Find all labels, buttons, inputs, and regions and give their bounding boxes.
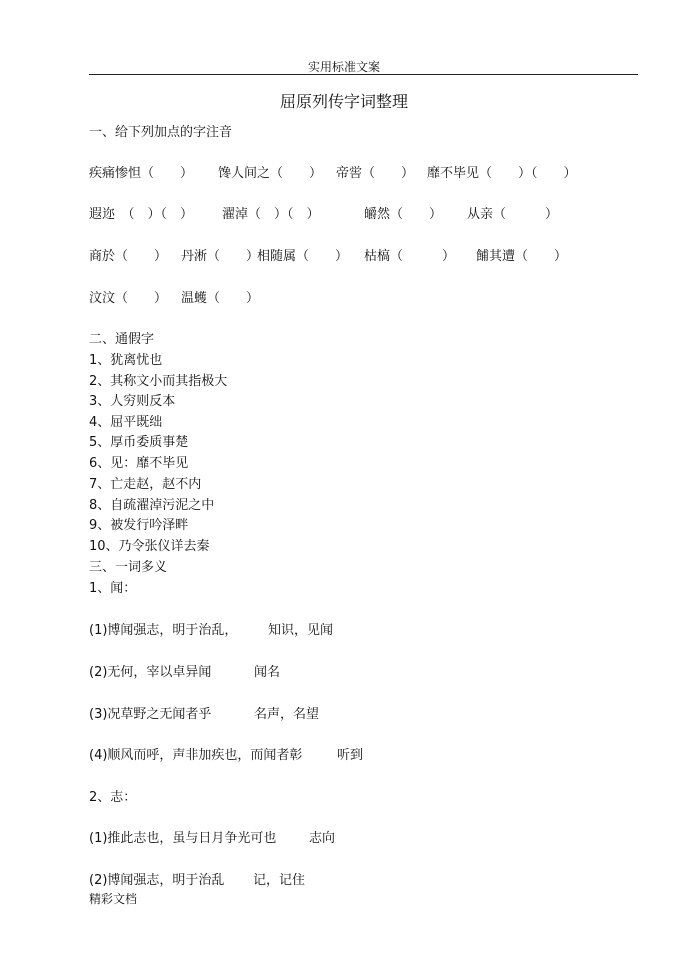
list-item: 5、厚币委质事楚 <box>89 435 189 450</box>
example-sentence: (1)博闻强志，明于治乱， <box>89 623 238 638</box>
pinyin-item: 疾痛惨怛（ ） <box>89 166 194 181</box>
list-item: 1、犹离忧也 <box>89 353 163 368</box>
meaning: 知识，见闻 <box>268 623 334 638</box>
example-sentence: (3)况草野之无闻者乎 <box>89 707 212 722</box>
example-sentence: (2)博闻强志，明于治乱 <box>89 873 225 888</box>
definition-entry <box>89 661 281 680</box>
pinyin-item: 餔其遭（ ） <box>476 249 568 264</box>
pinyin-item: 皭然（ ） <box>364 207 443 222</box>
word-heading: 2、志： <box>89 790 137 805</box>
pinyin-item: 从亲（ ） <box>467 207 559 222</box>
section1-heading: 一、给下列加点的字注音 <box>89 125 233 140</box>
pinyin-item: 枯槁（ ） <box>364 249 456 264</box>
pinyin-item: 遐迩 （ ）（ ） <box>89 207 194 222</box>
definition-entry <box>89 869 306 888</box>
pinyin-item: 汶汶（ ） <box>89 291 168 306</box>
list-item: 3、人穷则反本 <box>89 394 176 409</box>
meaning: 志向 <box>309 831 336 846</box>
pinyin-item: 商於（ ） <box>89 249 168 264</box>
pinyin-item: 靡不毕见（ ）（ ） <box>427 166 577 181</box>
meaning: 记，记住 <box>253 873 306 888</box>
list-item: 6、见：靡不毕见 <box>89 456 189 471</box>
example-sentence: (4)顺风而呼，声非加疾也，而闻者彰 <box>89 748 303 763</box>
definition-entry <box>89 827 336 846</box>
document-title: 屈原列传字词整理 <box>279 92 408 111</box>
pinyin-item: 丹淅（ ） <box>181 249 260 264</box>
pinyin-item: 相随属（ ） <box>257 249 349 264</box>
pinyin-item: 濯淖（ ）（ ） <box>222 207 320 222</box>
example-sentence: (1)推此志也，虽与日月争光可也 <box>89 831 277 846</box>
list-item: 9、被发行吟泽畔 <box>89 518 189 533</box>
page-header: 实用标准文案 <box>307 60 380 74</box>
pinyin-item: 馋人间之（ ） <box>218 166 323 181</box>
definition-entry <box>89 744 364 763</box>
definition-entry <box>89 703 320 722</box>
meaning: 听到 <box>337 748 364 763</box>
definition-entry <box>89 619 334 638</box>
example-sentence: (2)无何，宰以卓异闻 <box>89 665 212 680</box>
list-item: 10、乃令张仪详去秦 <box>89 539 210 554</box>
list-item: 8、自疏濯淖污泥之中 <box>89 498 215 513</box>
page-footer: 精彩文档 <box>89 892 138 906</box>
list-item: 4、屈平既绌 <box>89 415 163 430</box>
section3-heading: 三、一词多义 <box>89 560 168 575</box>
list-item: 7、亡走赵，赵不内 <box>89 477 202 492</box>
list-item: 2、其称文小而其指极大 <box>89 374 228 389</box>
section2-heading: 二、通假字 <box>89 332 155 347</box>
header-rule <box>89 74 638 75</box>
meaning: 名声，名望 <box>254 707 320 722</box>
word-heading: 1、闻： <box>89 581 137 596</box>
pinyin-item: 温蠖（ ） <box>181 291 260 306</box>
pinyin-item: 帝喾（ ） <box>336 166 415 181</box>
meaning: 闻名 <box>254 665 281 680</box>
